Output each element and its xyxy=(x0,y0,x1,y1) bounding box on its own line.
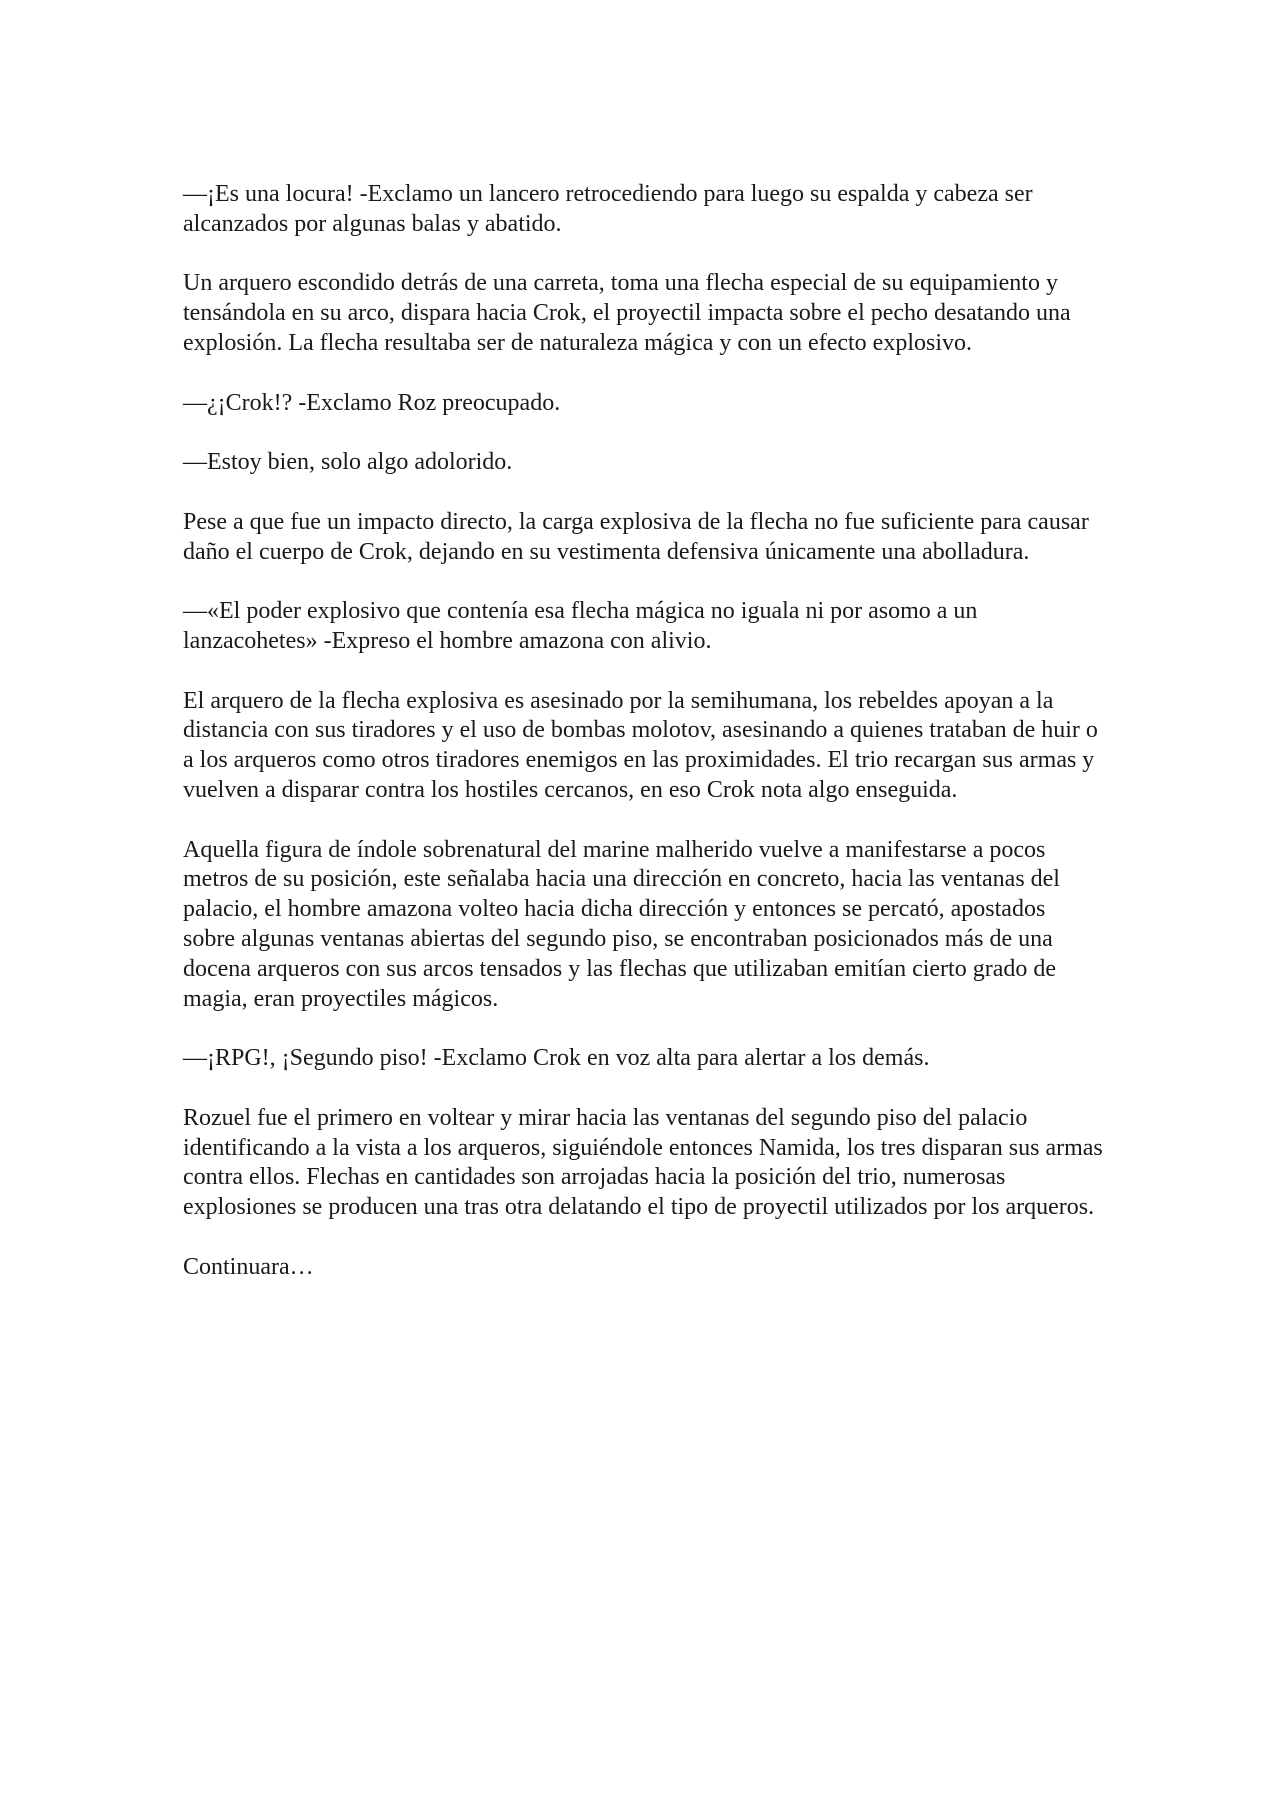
paragraph-10: Rozuel fue el primero en voltear y mirar hacia las ventanas del segundo piso del palacio identificando a la vista a los arqueros, siguiéndole entonces Namida, los tres disparan sus armas contra ellos. Flechas en cantidades son arrojadas hacia la posición del trio, numerosas explosiones se producen una tras otra delatando el tipo de proyectil utilizados por los arqueros. xyxy=(183,1104,1103,1221)
paragraph-2: Un arquero escondido detrás de una carreta, toma una flecha especial de su equipamiento y tensándola en su arco, dispara hacia Crok, el proyectil impacta sobre el pecho desatando una explosión. La flecha resultaba ser de naturaleza mágica y con un efecto explosivo. xyxy=(183,270,1071,356)
paragraph-11: Continuara… xyxy=(183,1253,314,1280)
paragraph-8: Aquella figura de índole sobrenatural del marine malherido vuelve a manifestarse a pocos metros de su posición, este señalaba hacia una dirección en concreto, hacia las ventanas del palacio, el hombre amazona volteo hacia dicha dirección y entonces se percató, apostados sobre algunas ventanas abiertas del segundo piso, se encontraban posicionados más de una docena arqueros con sus arcos tensados y las flechas que utilizaban emitían cierto grado de magia, eran proyectiles mágicos. xyxy=(183,836,1060,1012)
paragraph-5: Pese a que fue un impacto directo, la carga explosiva de la flecha no fue suficiente para causar daño el cuerpo de Crok, dejando en su vestimenta defensiva únicamente una abolladura. xyxy=(183,508,1089,565)
paragraph-7: El arquero de la flecha explosiva es asesinado por la semihumana, los rebeldes apoyan a la distancia con sus tiradores y el uso de bombas molotov, asesinando a quienes trataban de huir o a los arqueros como otros tiradores enemigos en las proximidades. El trio recargan sus armas y vuelven a disparar contra los hostiles cercanos, en eso Crok nota algo enseguida. xyxy=(183,687,1098,803)
paragraph-9: —¡RPG!, ¡Segundo piso! -Exclamo Crok en voz alta para alertar a los demás. xyxy=(183,1045,930,1072)
paragraph-3: —¿¡Crok!? -Exclamo Roz preocupado. xyxy=(183,389,561,416)
paragraph-1: —¡Es una locura! -Exclamo un lancero retrocediendo para luego su espalda y cabeza ser alcanzados por algunas balas y abatido. xyxy=(183,181,1033,237)
paragraph-6: —«El poder explosivo que contenía esa flecha mágica no iguala ni por asomo a un lanzacohetes» -Expreso el hombre amazona con alivio. xyxy=(183,598,978,654)
document-body xyxy=(183,180,1103,1312)
paragraph-4: —Estoy bien, solo algo adolorido. xyxy=(183,449,513,476)
